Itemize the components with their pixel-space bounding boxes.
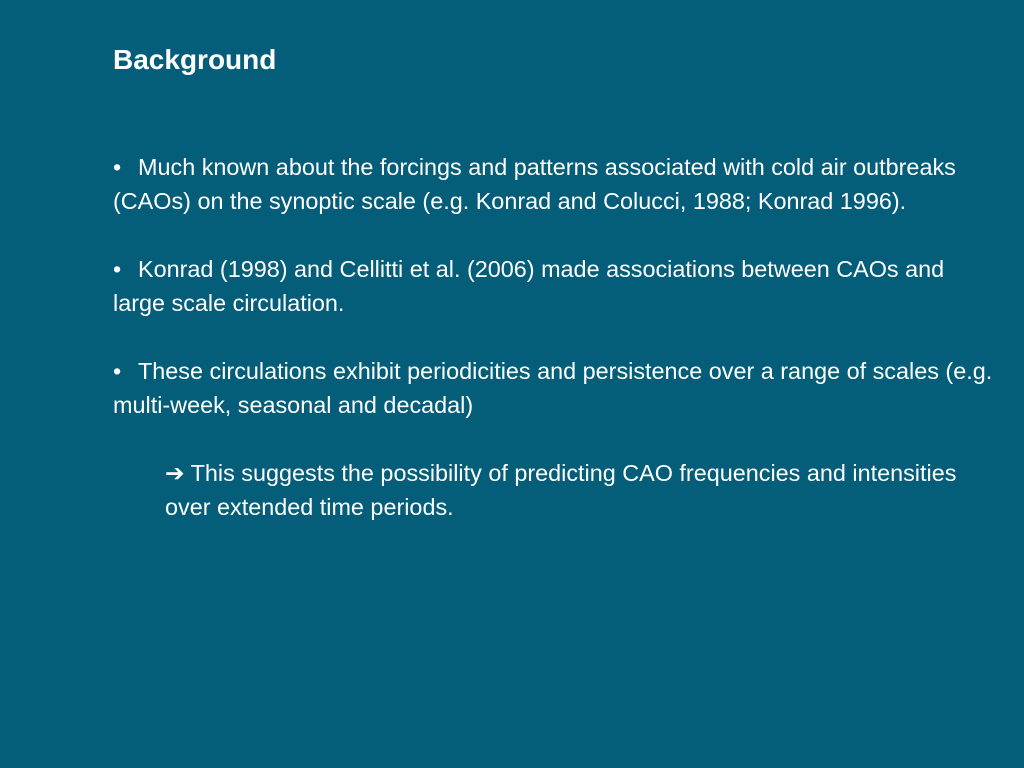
- bullet-text: Much known about the forcings and patterns associated with cold air outbreaks (CAOs) on the synoptic scale (e.g. Konrad and Colucci, 1988; Konrad 1996).: [113, 154, 956, 214]
- conclusion-text: This suggests the possibility of predicting CAO frequencies and intensities over extended time periods.: [165, 460, 957, 520]
- bullet-item: [113, 354, 993, 422]
- bullet-text: These circulations exhibit periodicities and persistence over a range of scales (e.g. multi-week, seasonal and decadal): [113, 358, 993, 418]
- slide-title: Background: [113, 44, 277, 75]
- bullet-marker: •: [113, 358, 122, 384]
- slide-content: [113, 150, 993, 524]
- bullet-text: Konrad (1998) and Cellitti et al. (2006) made associations between CAOs and large scale circulation.: [113, 256, 945, 316]
- bullet-item: [113, 252, 993, 320]
- bullet-marker: •: [113, 256, 122, 282]
- bullet-item: [113, 150, 993, 218]
- arrow-right-icon: ➔: [165, 460, 185, 486]
- bullet-marker: •: [113, 154, 122, 180]
- conclusion-note: [165, 456, 993, 524]
